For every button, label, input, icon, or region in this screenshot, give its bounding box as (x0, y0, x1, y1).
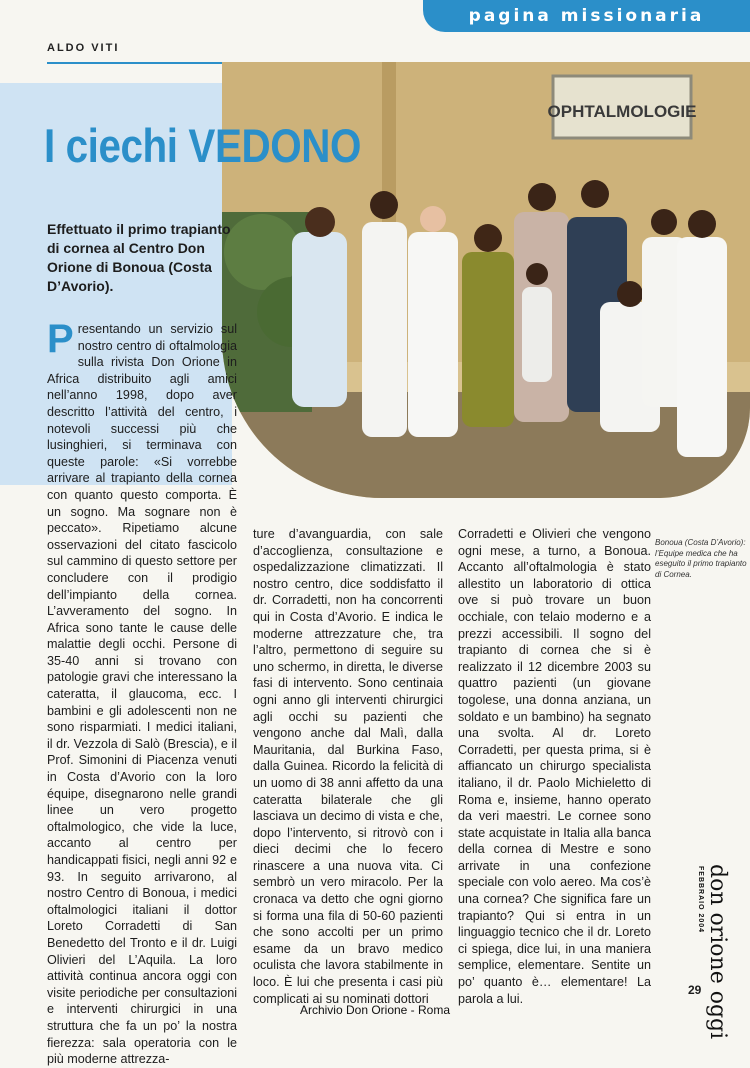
page-number: 29 (688, 983, 702, 997)
photo-caption: Bonoua (Costa D’Avorio): l’Equipe medica che ha eseguito il primo trapianto di Cornea. (655, 538, 747, 579)
archive-footer: Archivio Don Orione - Roma (299, 1003, 451, 1017)
magazine-date: FEBBRAIO 2004 (697, 866, 704, 934)
article-column-1 (47, 317, 237, 1068)
author-name: ALDO VITI (47, 42, 120, 54)
article-column-2 (253, 526, 443, 1007)
ophtalmologie-sign-text: OPHTALMOLOGIE (547, 102, 697, 121)
column-1-text: resentando un servizio sul nostro centro di oftalmologia sulla rivista Don Orione in Africa distribuito agli amici nell’anno 1998, dopo aver descritto l’attività del centro, i notevoli successi più che lusinghieri, si terminava con queste parole: «Si vorrebbe arrivare al trapianto della cornea con quanto questo comporta. È un sogno. Ma sognare non è peccato». Ripetiamo alcune osservazioni del citato fascicolo sul cammino di questo settore per concludere con il prodigio dell’impianto della cornea. L’avveramento del sogno. In Africa sono tante le cause delle malattie degli occhi. Persone di 35-40 anni si trovano con patologie gravi che interessano la cateratta, il glaucoma, ecc. I bambini e gli adolescenti non ne sono risparmiati. I medici italiani, il dr. Vezzola di Salò (Brescia), e il Prof. Simonini di Piacenza venuti in Costa d’Avorio con la loro équipe, disegnarono nelle grandi linee un vero progetto oftalmologico, che vide la luce, accanto al centro per handicappati fisici, negli anni 92 e 93. In seguito arrivarono, al nostro Centro di Bonoua, i medici oftalmologici italiani il dottor Loreto Corradetti di San Benedetto del Tronto e il dr. Luigi Olivieri del L’Aquila. La loro attività continua ancora oggi con visite periodiche per consultazioni e interventi chirurgici in una struttura che fa un po’ la nostra fierezza: sala operatoria con le più moderne attrezza- (47, 322, 237, 1067)
section-banner: pagina missionaria (423, 0, 750, 32)
drop-cap: P (47, 317, 74, 361)
column-3-text: Corradetti e Olivieri che vengono ogni mese, a turno, a Bonoua. Accanto all’oftalmologia è stato allestito un laboratorio di ottica ove si può trovare un buon occhiale, con telaio moderno e a prezzi accessibili. Il sogno del trapianto di cornea che si è realizzato il 12 dicembre 2003 su quattro pazienti (un giovane togolese, una donna anziana, un soldato e un bambino) ha segnato una svolta. Al dr. Loreto Corradetti, per questa prima, si è affiancato un chirurgo specialista italiano, il dr. Paolo Michieletto di Roma e, insieme, hanno operato da veri maestri. Le cornee sono state acquistate in Italia alla banca della cornea di Mestre e sono arrivate in una confezione speciale con volo aereo. Ma cos’è una cornea? Che significa fare un trapianto? Qui si entra in un linguaggio tecnico che il dr. Loreto ci spiega, dice lui, in una maniera semplice, elementare. Sentite un po’ quanto è… elementare! La parola a lui. (458, 527, 651, 1006)
article-headline: I ciechi VEDONO (44, 119, 362, 172)
column-2-text: ture d’avanguardia, con sale d’accoglienza, consultazione e ospedalizzazione climatizzati. Il nostro centro, dice soddisfatto il dr. Corradetti, non ha concorrenti qui in Costa d’Avorio. E indica le moderne attrezzature che, tra l’altro, permettono di seguire su uno schermo, in diretta, le diverse fasi di intervento. Sono centinaia ogni anno gli interventi chirurgici agli occhi su pazienti che vengono anche dal Malì, dalla Mauritania, dal Burkina Faso, dalla Guinea. Ricordo la felicità di un uomo di 38 anni affetto da una cateratta bilaterale che gli lasciava un decimo di vista e che, dopo l’intervento, si ritrovò con i dieci decimi che lo fecero rinascere a una nuova vita. Ci sembrò un vero miracolo. Per la cronaca va detto che ogni giorno si forma una fila di 50-60 pazienti che sono accolti per un primo esame da un bravo medico oculista che lavora stabilmente in loco. È lui che presenta i casi più complicati ai su nominati dottori (253, 527, 443, 1006)
article-column-3 (458, 526, 651, 1007)
article-subhead: Effettuato il primo trapianto di cornea al Centro Don Orione di Bonoua (Costa D’Avorio). (47, 221, 231, 294)
magazine-name: don orione oggi (705, 864, 730, 1040)
